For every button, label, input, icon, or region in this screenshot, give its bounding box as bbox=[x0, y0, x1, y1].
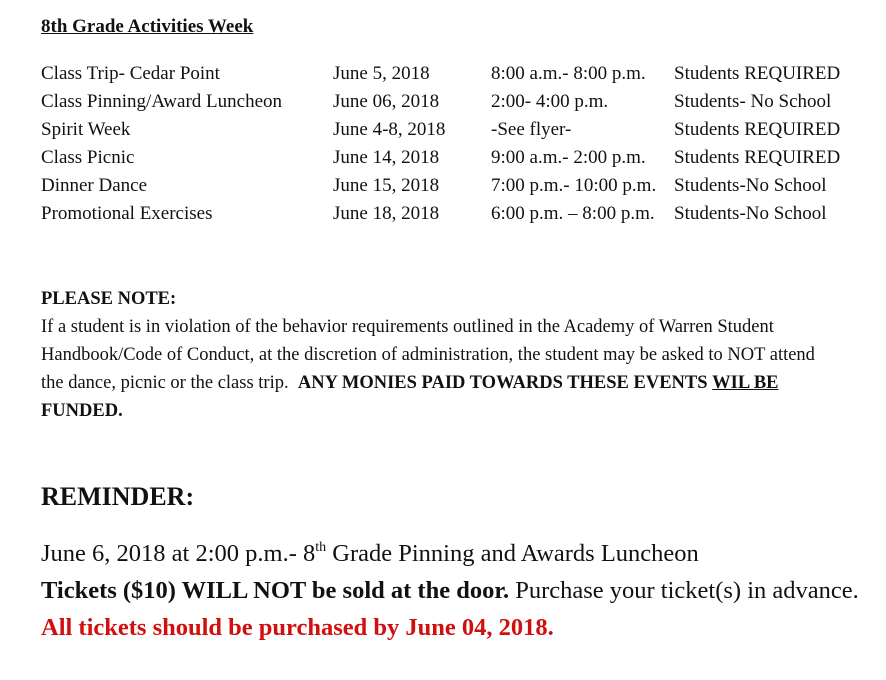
event-status: Students REQUIRED bbox=[674, 63, 841, 84]
event-date: June 4-8, 2018 bbox=[333, 119, 446, 140]
note-warning-text: ANY MONIES PAID TOWARDS THESE EVENTS bbox=[297, 373, 708, 393]
event-name: Promotional Exercises bbox=[41, 203, 213, 224]
event-status: Students-No School bbox=[674, 175, 827, 196]
event-time: 8:00 a.m.- 8:00 p.m. bbox=[491, 63, 646, 84]
schedule-row bbox=[41, 60, 871, 88]
reminder-event-name: Grade Pinning and Awards Luncheon bbox=[326, 540, 699, 567]
event-time: 7:00 p.m.- 10:00 p.m. bbox=[491, 175, 657, 196]
event-name: Class Pinning/Award Luncheon bbox=[41, 91, 283, 112]
event-status: Students REQUIRED bbox=[674, 147, 841, 168]
event-date: June 06, 2018 bbox=[333, 91, 440, 112]
tickets-deadline: All tickets should be purchased by June 04, 2018. bbox=[41, 614, 554, 641]
event-time: 2:00- 4:00 p.m. bbox=[491, 91, 609, 112]
schedule-row bbox=[41, 200, 871, 228]
please-note-section bbox=[41, 285, 841, 425]
note-paragraph bbox=[41, 313, 841, 425]
event-date: June 14, 2018 bbox=[333, 147, 440, 168]
reminder-date-prefix: June 6, 2018 at 2:00 p.m.- 8 bbox=[41, 540, 316, 567]
event-status: Students REQUIRED bbox=[674, 119, 841, 140]
event-status: Students- No School bbox=[674, 91, 832, 112]
event-time: -See flyer- bbox=[491, 119, 572, 140]
event-name: Class Trip- Cedar Point bbox=[41, 63, 220, 84]
reminder-body bbox=[41, 535, 871, 646]
event-status: Students-No School bbox=[674, 203, 827, 224]
event-date: June 18, 2018 bbox=[333, 203, 440, 224]
note-body: If a student is in violation of the behavior requirements outlined in the Academy of Warren Student Handbook/Code of Conduct, at the discretion of administration, the student may be asked to NOT attend the dance, picnic or the class trip. bbox=[41, 317, 815, 393]
schedule-row bbox=[41, 88, 871, 116]
reminder-event-line bbox=[41, 535, 871, 572]
note-heading: PLEASE NOTE: bbox=[41, 289, 177, 309]
note-warning-end: FUNDED. bbox=[41, 401, 123, 421]
event-name: Class Picnic bbox=[41, 147, 135, 168]
activities-schedule bbox=[41, 60, 871, 228]
event-time: 9:00 a.m.- 2:00 p.m. bbox=[491, 147, 646, 168]
event-name: Dinner Dance bbox=[41, 175, 148, 196]
event-name: Spirit Week bbox=[41, 119, 131, 140]
ordinal-suffix: th bbox=[315, 540, 327, 555]
event-time: 6:00 p.m. – 8:00 p.m. bbox=[491, 203, 655, 224]
reminder-tickets-paragraph bbox=[41, 572, 871, 646]
tickets-warning: Tickets ($10) WILL NOT be sold at the door. bbox=[41, 577, 510, 604]
event-date: June 5, 2018 bbox=[333, 63, 430, 84]
reminder-heading: REMINDER: bbox=[41, 482, 195, 511]
schedule-row bbox=[41, 144, 871, 172]
note-warning-underlined: WIL BE bbox=[712, 373, 779, 393]
event-date: June 15, 2018 bbox=[333, 175, 440, 196]
page-title: 8th Grade Activities Week bbox=[41, 16, 254, 37]
tickets-instruction: Purchase your ticket(s) in advance. bbox=[515, 577, 859, 604]
schedule-row bbox=[41, 172, 871, 200]
schedule-row bbox=[41, 116, 871, 144]
